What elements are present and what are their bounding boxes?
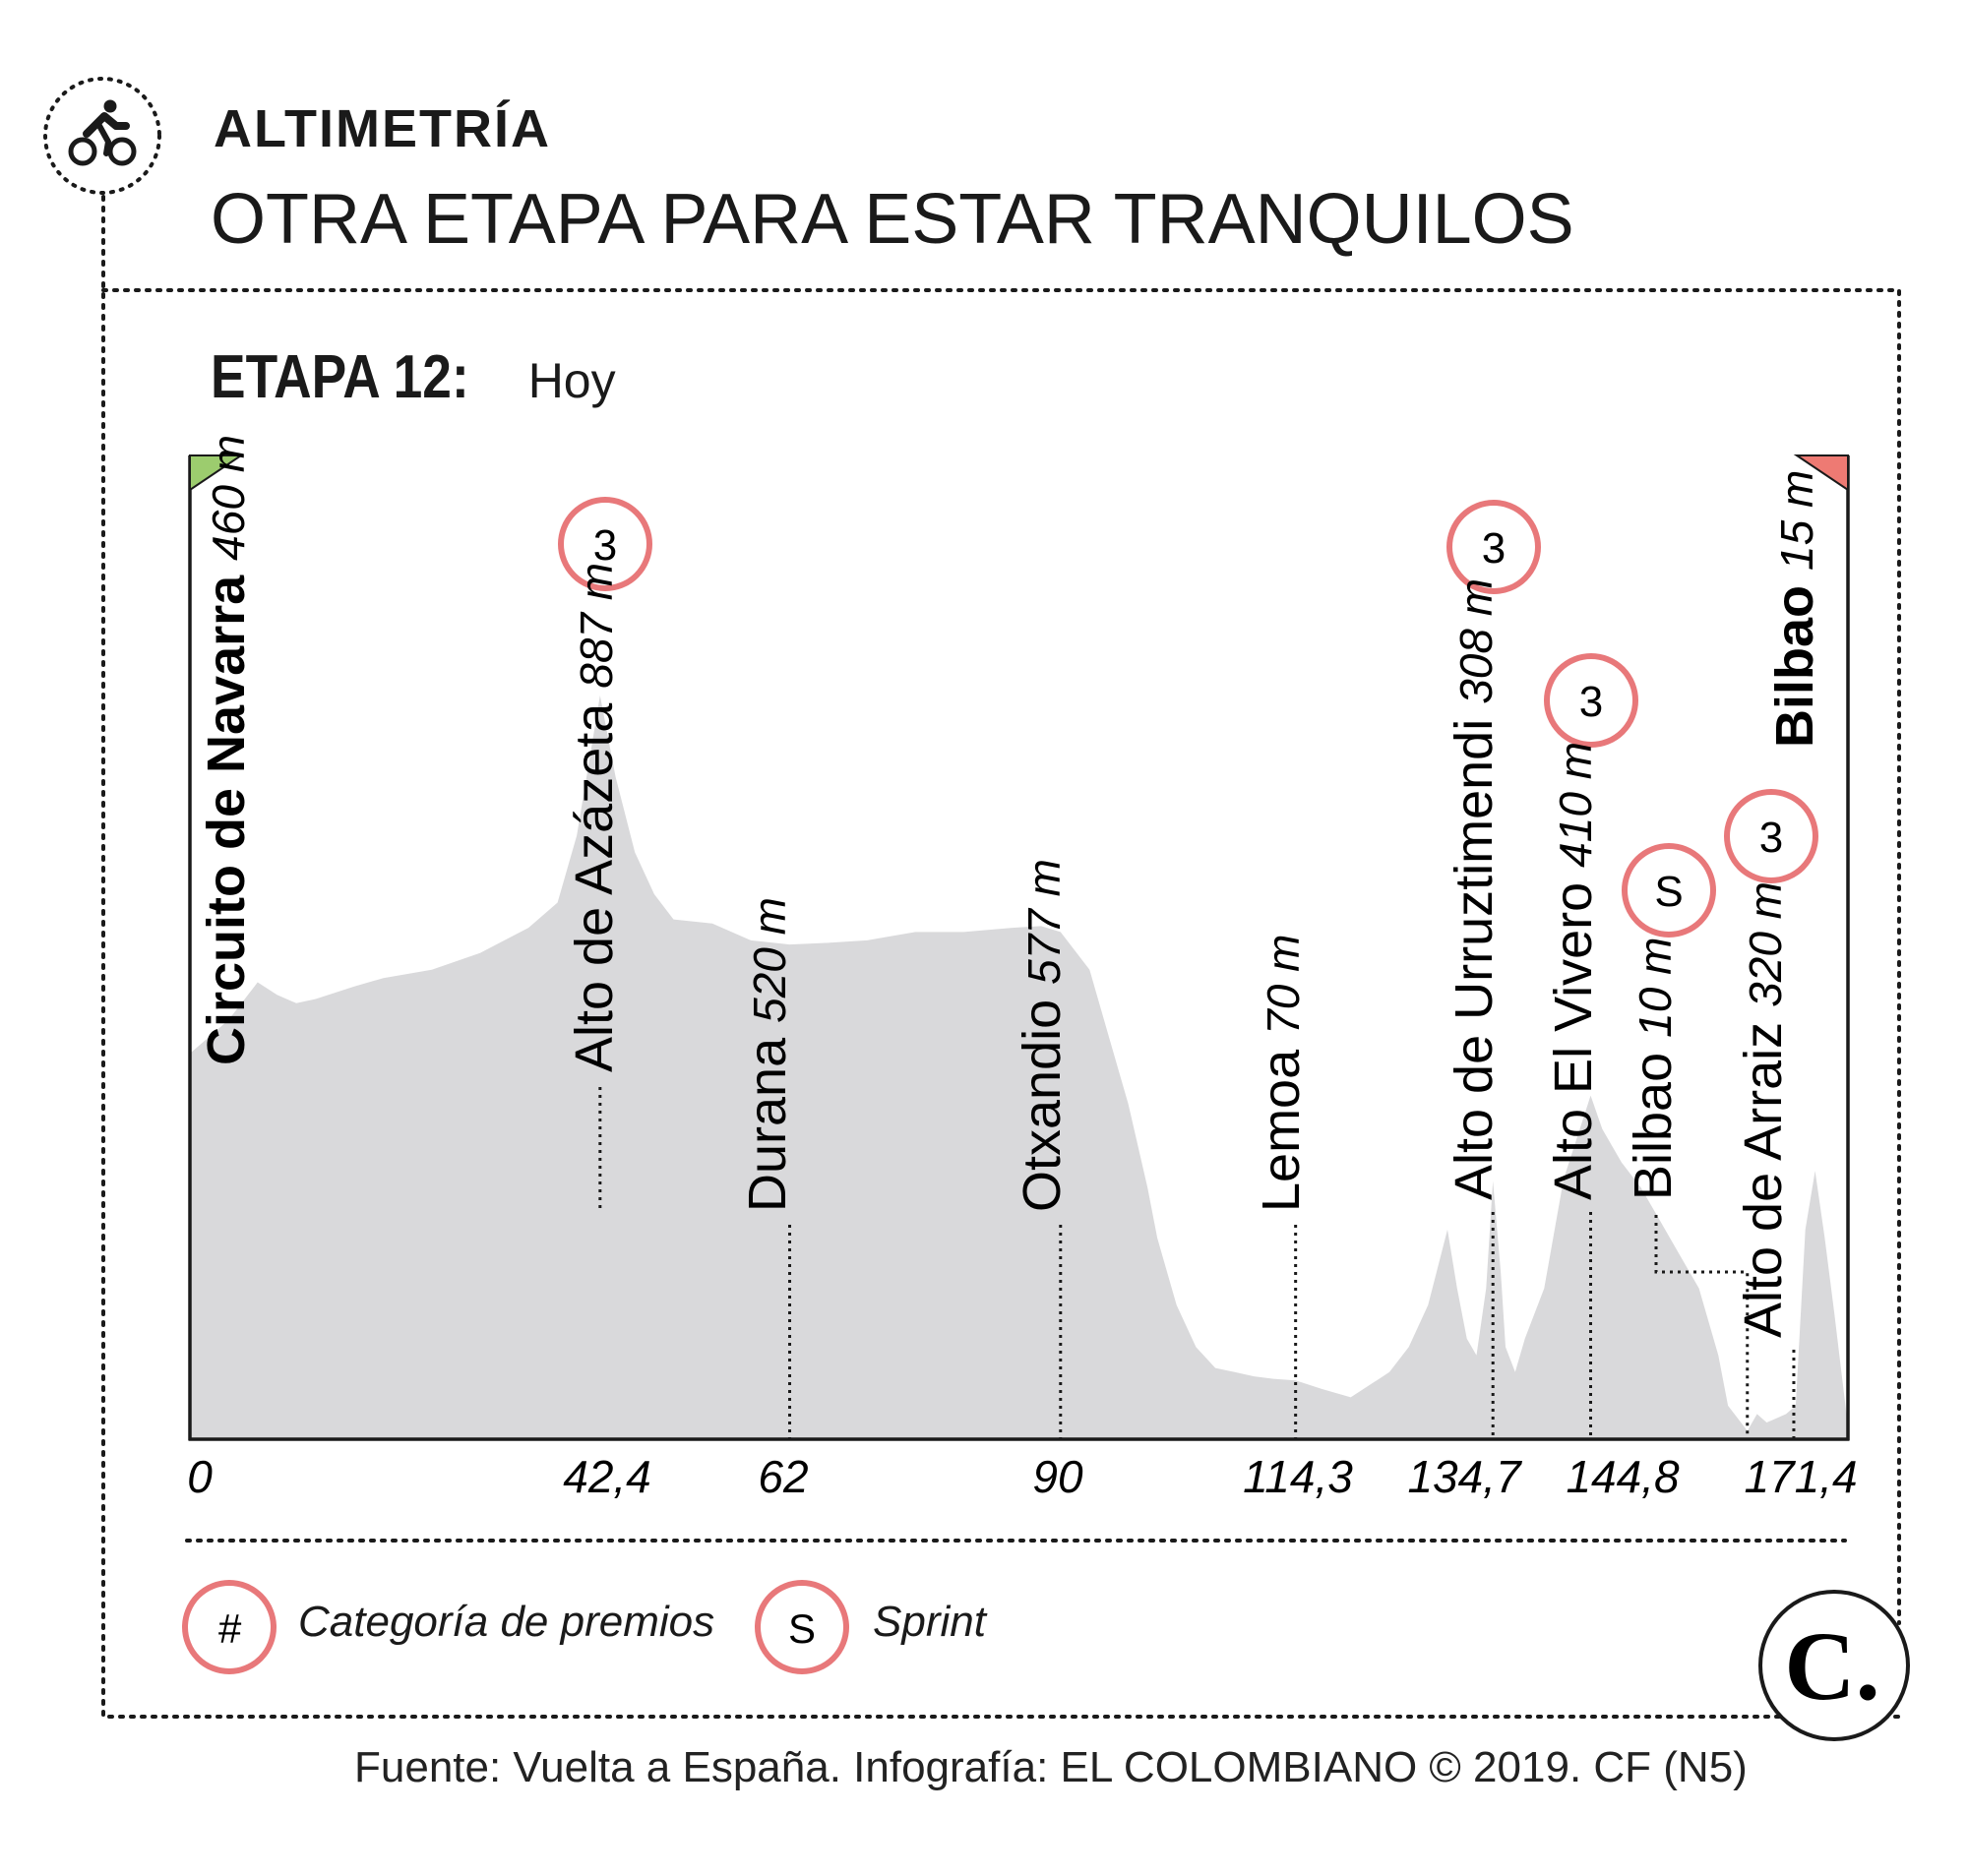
source-footer: Fuente: Vuelta a España. Infografía: EL COLOMBIANO © 2019. CF (N5) (354, 1743, 1748, 1791)
stage-point-2 (738, 897, 797, 1212)
badge-text: 3 (1758, 814, 1784, 862)
point-label-5 (1445, 578, 1504, 1200)
point-name: Bilbao (1765, 570, 1824, 748)
stage-point-1 (565, 563, 624, 1072)
badge-text: 3 (1578, 678, 1604, 726)
point-label-7 (1624, 938, 1683, 1200)
section-label: ALTIMETRÍA (214, 99, 551, 158)
x-tick-label: 90 (1032, 1451, 1083, 1502)
stage-point-7 (1624, 938, 1683, 1200)
point-altitude: 460 m (203, 434, 254, 561)
badge-text: 3 (592, 521, 618, 570)
page-title: OTRA ETAPA PARA ESTAR TRANQUILOS (211, 180, 1574, 259)
point-altitude: 887 m (571, 562, 622, 689)
point-label-6 (1544, 742, 1603, 1200)
badge-text: S (1654, 868, 1684, 916)
brand-logo-text: C. (1784, 1611, 1880, 1721)
point-altitude: 577 m (1018, 859, 1070, 985)
point-label-3 (1013, 859, 1072, 1212)
point-label-1 (565, 563, 624, 1072)
stage-point-0 (197, 435, 256, 1065)
point-altitude: 308 m (1450, 577, 1502, 704)
x-tick-label: 62 (758, 1451, 809, 1502)
point-label-9 (1765, 470, 1824, 748)
point-altitude: 70 m (1258, 934, 1309, 1035)
stage-day: Hoy (527, 353, 616, 408)
point-label-4 (1252, 935, 1311, 1212)
point-label-8 (1734, 881, 1793, 1338)
legend-category-label: Categoría de premios (298, 1598, 715, 1646)
point-altitude: 320 m (1740, 880, 1791, 1007)
point-altitude: 520 m (744, 897, 795, 1023)
point-name: Circuito de Navarra (197, 560, 256, 1065)
x-tick-label: 134,7 (1407, 1451, 1521, 1502)
point-name: Alto de Azázeta (565, 688, 624, 1072)
x-tick-label: 42,4 (563, 1451, 651, 1502)
stage-point-5 (1445, 578, 1504, 1200)
point-name: Bilbao (1624, 1037, 1683, 1200)
point-altitude: 15 m (1771, 469, 1822, 571)
point-label-0 (197, 435, 256, 1065)
point-altitude: 10 m (1630, 937, 1681, 1038)
point-altitude: 410 m (1550, 741, 1601, 868)
x-tick-label: 171,4 (1744, 1451, 1858, 1502)
stage-point-4 (1252, 935, 1311, 1212)
point-name: Otxandio (1013, 984, 1072, 1212)
x-tick-label: 144,8 (1566, 1451, 1680, 1502)
stage-label: ETAPA 12: (211, 343, 469, 411)
stage-point-8 (1734, 881, 1793, 1338)
point-label-2 (738, 897, 797, 1212)
stage-point-6 (1544, 742, 1603, 1200)
stage-point-9 (1765, 470, 1824, 748)
stage-point-3 (1013, 859, 1072, 1212)
point-name: Lemoa (1252, 1034, 1311, 1212)
x-tick-label: 0 (187, 1451, 213, 1502)
x-tick-label: 114,3 (1243, 1451, 1353, 1502)
point-name: Alto El Vivero (1544, 867, 1603, 1200)
legend-sprint-symbol: S (787, 1605, 817, 1652)
point-name: Durana (738, 1022, 797, 1212)
point-name: Alto de Urruztimendi (1445, 703, 1504, 1200)
badge-text: 3 (1481, 524, 1507, 573)
point-name: Alto de Arraiz (1734, 1006, 1793, 1338)
legend-sprint-label: Sprint (873, 1598, 986, 1646)
legend-category-symbol: # (217, 1605, 241, 1652)
